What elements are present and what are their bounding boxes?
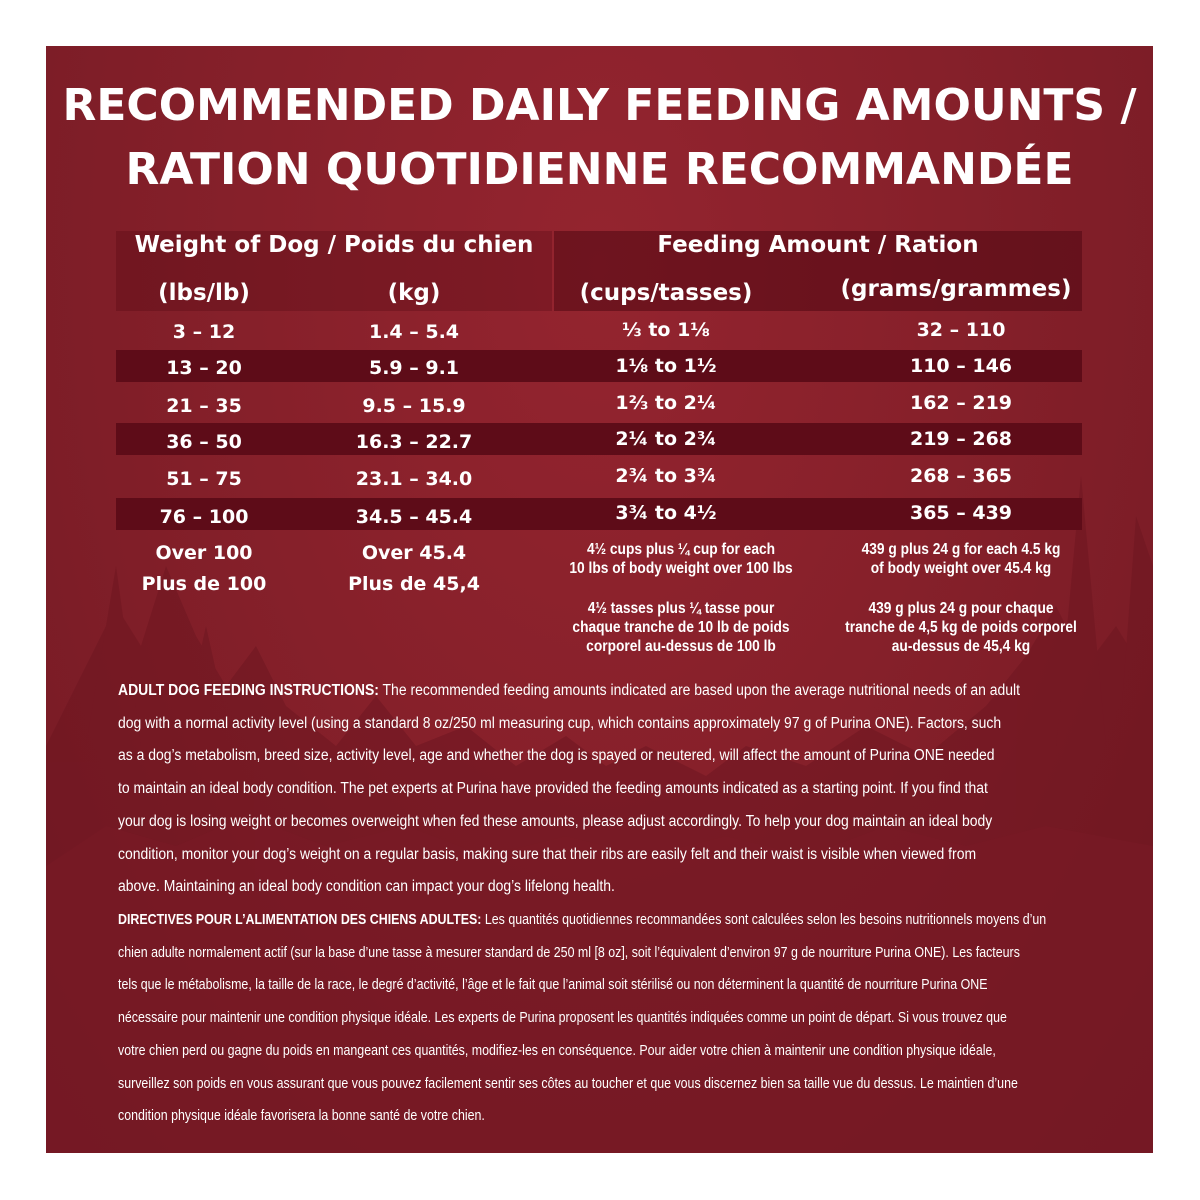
- row-4-grams: 219 – 268: [909, 428, 1013, 450]
- over-grams-en-line-1: 439 g plus 24 g for each 4.5 kg: [861, 541, 1061, 558]
- row-3-kg: 9.5 – 15.9: [362, 395, 466, 417]
- row-2-cups: 1⅛ to 1½: [615, 355, 717, 377]
- row-4-kg: 16.3 – 22.7: [355, 431, 473, 453]
- row-5-lbs: 51 – 75: [166, 468, 242, 490]
- instructions-en-line-6: condition, monitor your dog’s weight on a regular basis, making sure that their ribs are easily felt and their waist is visible when viewed from: [118, 845, 977, 863]
- row-6-kg: 34.5 – 45.4: [355, 506, 473, 528]
- row-4-cups: 2¼ to 2¾: [615, 428, 717, 450]
- over-cups-fr-line-1: 4½ tasses plus ¼ tasse pour: [587, 600, 775, 617]
- over-kg-en: Over 45.4: [361, 542, 467, 564]
- instructions-fr-line-2: chien adulte normalement actif (sur la base d’une tasse à mesurer standard de 250 ml [8 oz], soit l’équivalent d’environ 97 g de nourriture Purina ONE). Les facteurs: [118, 944, 1020, 961]
- instructions-fr-heading: DIRECTIVES POUR L’ALIMENTATION DES CHIENS ADULTES:: [118, 912, 482, 928]
- row-6-lbs: 76 – 100: [159, 506, 249, 528]
- row-1-grams: 32 – 110: [916, 319, 1006, 341]
- over-lbs-fr: Plus de 100: [141, 573, 267, 595]
- feeding-chart-panel: [46, 46, 1153, 1153]
- row-4-lbs: 36 – 50: [166, 431, 242, 453]
- over-grams-en-line-2: of body weight over 45.4 kg: [870, 560, 1052, 577]
- row-1-lbs: 3 – 12: [172, 321, 236, 343]
- over-cups-en-line-1: 4½ cups plus ¼ cup for each: [586, 541, 776, 558]
- row-1-cups: ⅓ to 1⅛: [622, 319, 710, 341]
- instructions-fr-line-7: condition physique idéale favorisera la bonne santé de votre chien.: [118, 1108, 485, 1125]
- over-kg-fr: Plus de 45,4: [348, 573, 480, 595]
- instructions-fr-line-3: tels que le métabolisme, la taille de la race, le degré d’activité, l’âge et le fait que l’animal soit stérilisé ou non déterminent la quantité de nourriture Purina ONE: [118, 977, 988, 994]
- over-cups-fr-line-2: chaque tranche de 10 lb de poids: [572, 619, 790, 636]
- over-grams-fr-line-1: 439 g plus 24 g pour chaque: [868, 600, 1054, 617]
- feeding-amount-header: Feeding Amount / Ration: [657, 232, 979, 258]
- instructions-fr-line-6: surveillez son poids en vous assurant que vous pouvez facilement sentir ses côtes au toucher et que vous discernez bien sa taille vue du dessus. Le maintien d’une: [118, 1075, 1018, 1092]
- title-line-1: RECOMMENDED DAILY FEEDING AMOUNTS /: [62, 80, 1137, 131]
- over-grams-fr-line-3: au-dessus de 45,4 kg: [891, 638, 1031, 655]
- instructions-en-line-1: ADULT DOG FEEDING INSTRUCTIONS: The recommended feeding amounts indicated are based upon the average nutritional needs of an adult: [118, 682, 1021, 699]
- row-5-kg: 23.1 – 34.0: [355, 468, 473, 490]
- instructions-en-line-2: dog with a normal activity level (using a standard 8 oz/250 ml measuring cup, which contains approximately 97 g of Purina ONE). Factors, such: [118, 714, 1002, 732]
- row-3-cups: 1⅔ to 2¼: [615, 392, 717, 414]
- row-3-grams: 162 – 219: [909, 392, 1013, 414]
- unit-kg-header: (kg): [387, 280, 441, 306]
- over-cups-en-line-2: 10 lbs of body weight over 100 lbs: [569, 560, 793, 577]
- row-1-kg: 1.4 – 5.4: [368, 321, 460, 343]
- row-2-kg: 5.9 – 9.1: [368, 357, 460, 379]
- unit-grams-header: (grams/grammes): [840, 276, 1072, 302]
- weight-of-dog-header: Weight of Dog / Poids du chien: [134, 232, 534, 258]
- row-2-lbs: 13 – 20: [166, 357, 242, 379]
- row-5-cups: 2¾ to 3¾: [615, 465, 717, 487]
- directives-alimentation-chiens-adultes: [118, 904, 1051, 1133]
- unit-lbs-header: (lbs/lb): [158, 280, 250, 306]
- instructions-fr-line-5: votre chien perd ou gagne du poids en mangeant ces quantités, modifiez-les en conséquence. Pour aider votre chien à maintenir une condition physique idéale,: [118, 1042, 996, 1059]
- instructions-en-heading: ADULT DOG FEEDING INSTRUCTIONS:: [118, 682, 379, 699]
- adult-dog-feeding-instructions: [118, 675, 1054, 904]
- over-cups-fr-line-3: corporel au-dessus de 100 lb: [586, 638, 776, 655]
- over-grams-fr-line-2: tranche de 4,5 kg de poids corporel: [845, 619, 1077, 636]
- instructions-en-line-7: above. Maintaining an ideal body condition can impact your dog’s lifelong health.: [118, 878, 615, 896]
- title-line-2: RATION QUOTIDIENNE RECOMMANDÉE: [125, 144, 1074, 195]
- instructions-en-line-5: your dog is losing weight or becomes overweight when fed these amounts, please adjust accordingly. To help your dog maintain an ideal body: [118, 812, 993, 830]
- instructions-fr-line-4: nécessaire pour maintenir une condition physique idéale. Les experts de Purina proposent les quantités indiquées comme un point de départ. Si vous trouvez que: [118, 1010, 1007, 1027]
- instructions-en-line-4: to maintain an ideal body condition. The pet experts at Purina have provided the feeding amounts indicated as a starting point. If you find that: [118, 780, 988, 798]
- row-5-grams: 268 – 365: [909, 465, 1013, 487]
- instructions-en-line-3: as a dog’s metabolism, breed size, activity level, age and whether the dog is spayed or neutered, will affect the amount of Purina ONE needed: [118, 747, 995, 765]
- row-3-lbs: 21 – 35: [166, 395, 242, 417]
- row-6-cups: 3¾ to 4½: [615, 502, 717, 524]
- row-6-grams: 365 – 439: [909, 502, 1013, 524]
- over-lbs-en: Over 100: [155, 542, 253, 564]
- instructions-fr-line-1: DIRECTIVES POUR L’ALIMENTATION DES CHIENS ADULTES: Les quantités quotidiennes recommandées sont calculées selon les besoins nutritionnels moyens d’un: [118, 912, 1047, 928]
- unit-cups-header: (cups/tasses): [579, 280, 753, 306]
- row-2-grams: 110 – 146: [909, 355, 1013, 377]
